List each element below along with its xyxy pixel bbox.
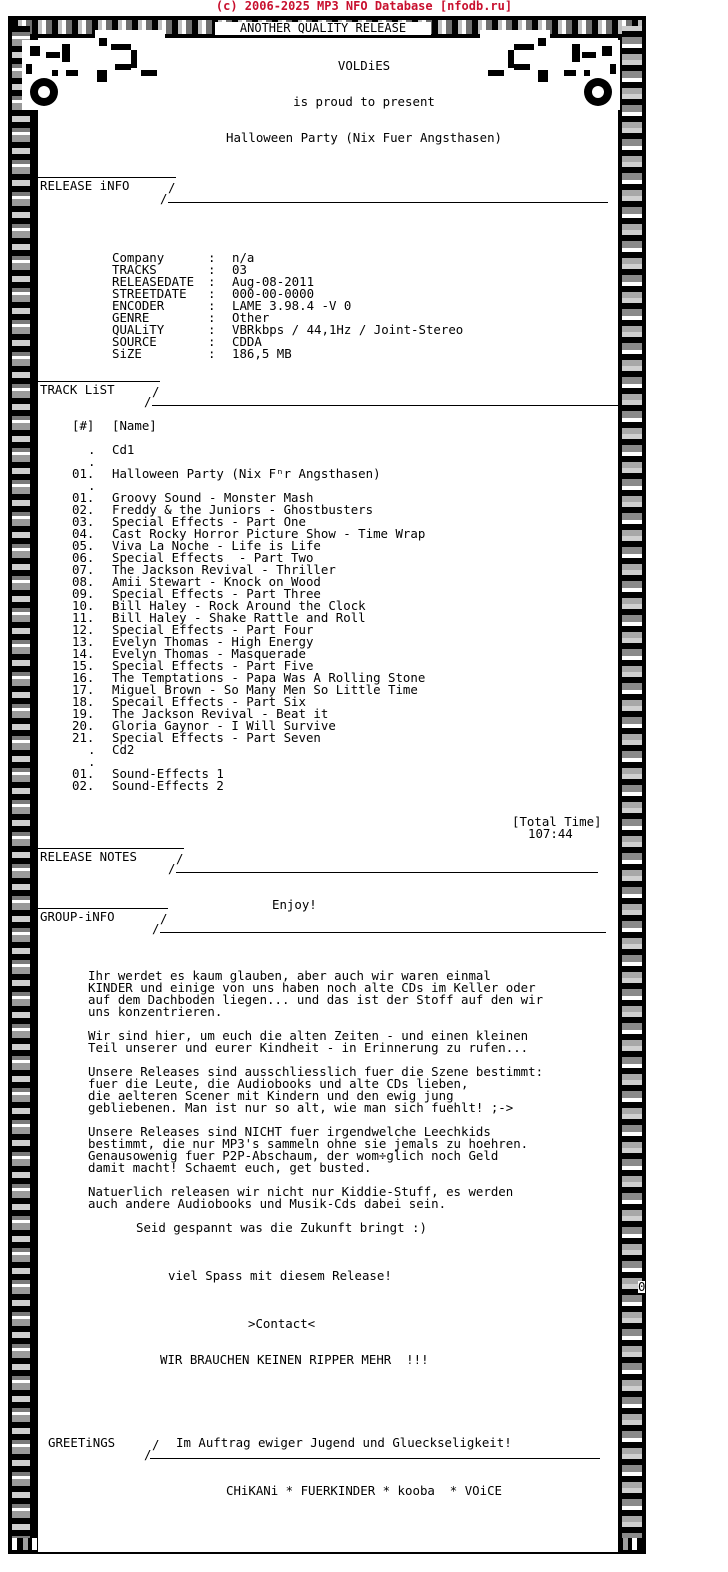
track-name: Specail Effects - Part Six (112, 694, 306, 709)
track-name: Gloria Gaynor - I Will Survive (112, 718, 336, 733)
release-info-block (112, 252, 463, 360)
cd2-label: Cd2 (112, 742, 135, 757)
header-rule (36, 381, 160, 382)
cd1-label: Cd1 (112, 442, 135, 457)
proud-line: is proud to present (293, 94, 435, 109)
cd2-track-list (72, 768, 224, 792)
section-greetings: GREETiNGS (48, 1435, 116, 1450)
track-name: Special Effects - Part Four (112, 622, 314, 637)
track-number: 10. (72, 598, 95, 613)
release-info-row (112, 300, 463, 312)
track-name: Special Effects - Part Two (112, 550, 314, 565)
header-slash: / (144, 394, 152, 409)
info-key: SiZE (112, 346, 142, 361)
header-slash: / (160, 911, 168, 926)
info-value: CDDA (232, 334, 262, 349)
dot-marker: . (88, 454, 96, 469)
track-number: 09. (72, 586, 95, 601)
track-number: 06. (72, 550, 95, 565)
info-key: TRACKS (112, 262, 157, 277)
section-group-info: GROUP-iNFO (40, 909, 115, 924)
main-track-num: 01. (72, 466, 95, 481)
info-value: 03 (232, 262, 247, 277)
header-rule (36, 848, 184, 849)
track-name: Groovy Sound - Monster Mash (112, 490, 314, 505)
info-key: STREETDATE (112, 286, 187, 301)
group-info-paragraph: Ihr werdet es kaum glauben, aber auch wir waren einmal KINDER und einige von uns haben noch alte CDs im Keller oder auf dem Dachboden liegen... und das ist der Stoff auf den wir uns konzentrieren. (88, 968, 544, 1019)
group-info-text (88, 970, 543, 1222)
track-row (72, 780, 224, 792)
header-slash: / (152, 921, 160, 936)
info-separator: : (208, 274, 216, 289)
header-rule (36, 908, 168, 909)
track-name: Miguel Brown - So Many Men So Little Time (112, 682, 418, 697)
track-number: 08. (72, 574, 95, 589)
greets-list: CHiKANi * FUERKINDER * kooba * VOiCE (225, 1483, 502, 1498)
header-slash: / (144, 1447, 152, 1462)
section-rule (160, 932, 606, 933)
track-number: 03. (72, 514, 95, 529)
group-name: VOLDiES (337, 58, 391, 73)
info-key: SOURCE (112, 334, 157, 349)
cd1-track-list (72, 492, 425, 744)
info-separator: : (208, 334, 216, 349)
track-number: 11. (72, 610, 95, 625)
group-info-paragraph: Unsere Releases sind ausschliesslich fuer die Szene bestimmt: fuer die Leute, die Audiobooks und alte CDs lieben, die aelteren Scener mit Kindern und den ewig jung gebliebenen. Man ist nur so alt, wie man sich fuehlt! ;-> (88, 1064, 544, 1115)
spass-line: viel Spass mit diesem Release! (168, 1268, 392, 1283)
header-slash: / (152, 1437, 160, 1452)
total-time-label: [Total Time] (512, 814, 602, 829)
info-value: Aug-08-2011 (232, 274, 315, 289)
release-info-row (112, 324, 463, 336)
section-rule (152, 405, 622, 406)
track-number: 20. (72, 718, 95, 733)
ascii-border-right (622, 26, 642, 1538)
section-rule (168, 202, 608, 203)
edge-mark: 0 (638, 1279, 646, 1294)
main-track-title: Halloween Party (Nix Fⁿr Angsthasen) (112, 466, 381, 481)
header-rule (36, 177, 176, 178)
info-key: Company (112, 250, 165, 265)
dot-marker: . (88, 478, 96, 493)
info-separator: : (208, 250, 216, 265)
track-name: Amii Stewart - Knock on Wood (112, 574, 321, 589)
track-number: 02. (72, 502, 95, 517)
track-name: The Temptations - Papa Was A Rolling Stone (112, 670, 426, 685)
contact-line: >Contact< (248, 1316, 316, 1331)
info-separator: : (208, 262, 216, 277)
release-info-row (112, 252, 463, 264)
track-name: Special Effects - Part Three (112, 586, 321, 601)
track-name: The Jackson Revival - Beat it (112, 706, 329, 721)
track-name: Special Effects - Part Five (112, 658, 314, 673)
track-name: Cast Rocky Horror Picture Show - Time Wrap (112, 526, 426, 541)
cd1-dot: . (88, 442, 96, 457)
info-separator: : (208, 346, 216, 361)
info-separator: : (208, 322, 216, 337)
track-number: 05. (72, 538, 95, 553)
group-info-paragraph: Natuerlich releasen wir nicht nur Kiddie-Stuff, es werden auch andere Audiobooks und Musik-Cds dabei sein. (88, 1184, 514, 1211)
section-release-info: RELEASE iNFO (40, 178, 130, 193)
cd2-dot: . (88, 742, 96, 757)
section-rule (176, 872, 598, 873)
ascii-border-left (12, 26, 30, 1538)
track-number: 17. (72, 682, 95, 697)
info-key: ENCODER (112, 298, 165, 313)
release-info-row (112, 348, 463, 360)
track-name: Evelyn Thomas - Masquerade (112, 646, 306, 661)
tracklist-header-name: [Name] (112, 418, 157, 433)
header-slash: / (152, 384, 160, 399)
release-title: Halloween Party (Nix Fuer Angsthasen) (225, 130, 502, 145)
info-separator: : (208, 310, 216, 325)
total-time-value: 107:44 (528, 826, 573, 841)
track-name: Freddy & the Juniors - Ghostbusters (112, 502, 374, 517)
header-slash: / (168, 180, 176, 195)
track-number: 12. (72, 622, 95, 637)
tracklist-header-num: [#] (72, 418, 95, 433)
release-notes-text: Enjoy! (272, 897, 317, 912)
track-number: 04. (72, 526, 95, 541)
track-number: 16. (72, 670, 95, 685)
info-key: QUALiTY (112, 322, 165, 337)
track-name: Bill Haley - Rock Around the Clock (112, 598, 366, 613)
track-number: 02. (72, 778, 95, 793)
info-key: GENRE (112, 310, 150, 325)
track-number: 15. (72, 658, 95, 673)
header-slash: / (168, 861, 176, 876)
header-slash: / (160, 191, 168, 206)
ripper-line: WIR BRAUCHEN KEINEN RIPPER MEHR !!! (160, 1352, 429, 1367)
group-info-paragraph: Unsere Releases sind NICHT fuer irgendwelche Leechkids bestimmt, die nur MP3's sammeln ohne sie jemals zu hoehren. Genausowenig fuer P2P-Abschaum, der wom÷glich noch Geld damit macht! Schaemt euch, get busted. (88, 1124, 529, 1175)
track-name: Viva La Noche - Life is Life (112, 538, 321, 553)
header-slash: / (176, 851, 184, 866)
spannt-line: Seid gespannt was die Zukunft bringt :) (136, 1220, 427, 1235)
track-number: 13. (72, 634, 95, 649)
info-value: VBRkbps / 44,1Hz / Joint-Stereo (232, 322, 464, 337)
info-value: 000-00-0000 (232, 286, 315, 301)
section-rule (150, 1458, 600, 1459)
track-number: 18. (72, 694, 95, 709)
track-number: 19. (72, 706, 95, 721)
track-number: 01. (72, 490, 95, 505)
track-name: Special Effects - Part Seven (112, 730, 321, 745)
track-name: Evelyn Thomas - High Energy (112, 634, 314, 649)
track-name: Special Effects - Part One (112, 514, 306, 529)
info-value: n/a (232, 250, 255, 265)
info-separator: : (208, 286, 216, 301)
track-number: 01. (72, 766, 95, 781)
greetings-tagline: Im Auftrag ewiger Jugend und Glueckseligkeit! (176, 1435, 512, 1450)
section-track-list: TRACK LiST (40, 382, 115, 397)
info-separator: : (208, 298, 216, 313)
track-name: The Jackson Revival - Thriller (112, 562, 336, 577)
dot-marker: . (88, 754, 96, 769)
group-info-paragraph: Wir sind hier, um euch die alten Zeiten - und einen kleinen Teil unserer und eurer Kindheit - in Erinnerung zu rufen... (88, 1028, 529, 1055)
track-name: Sound-Effects 1 (112, 766, 224, 781)
info-value: Other (232, 310, 270, 325)
release-banner: ANOTHER QUALITY RELEASE (215, 22, 431, 35)
track-name: Sound-Effects 2 (112, 778, 224, 793)
info-key: RELEASEDATE (112, 274, 195, 289)
info-value: 186,5 MB (232, 346, 292, 361)
track-number: 14. (72, 646, 95, 661)
section-release-notes: RELEASE NOTES (40, 849, 137, 864)
info-value: LAME 3.98.4 -V 0 (232, 298, 352, 313)
track-number: 07. (72, 562, 95, 577)
track-number: 21. (72, 730, 95, 745)
track-name: Bill Haley - Shake Rattle and Roll (112, 610, 366, 625)
site-credit: (c) 2006-2025 MP3 NFO Database [nfodb.ru] (215, 0, 513, 13)
